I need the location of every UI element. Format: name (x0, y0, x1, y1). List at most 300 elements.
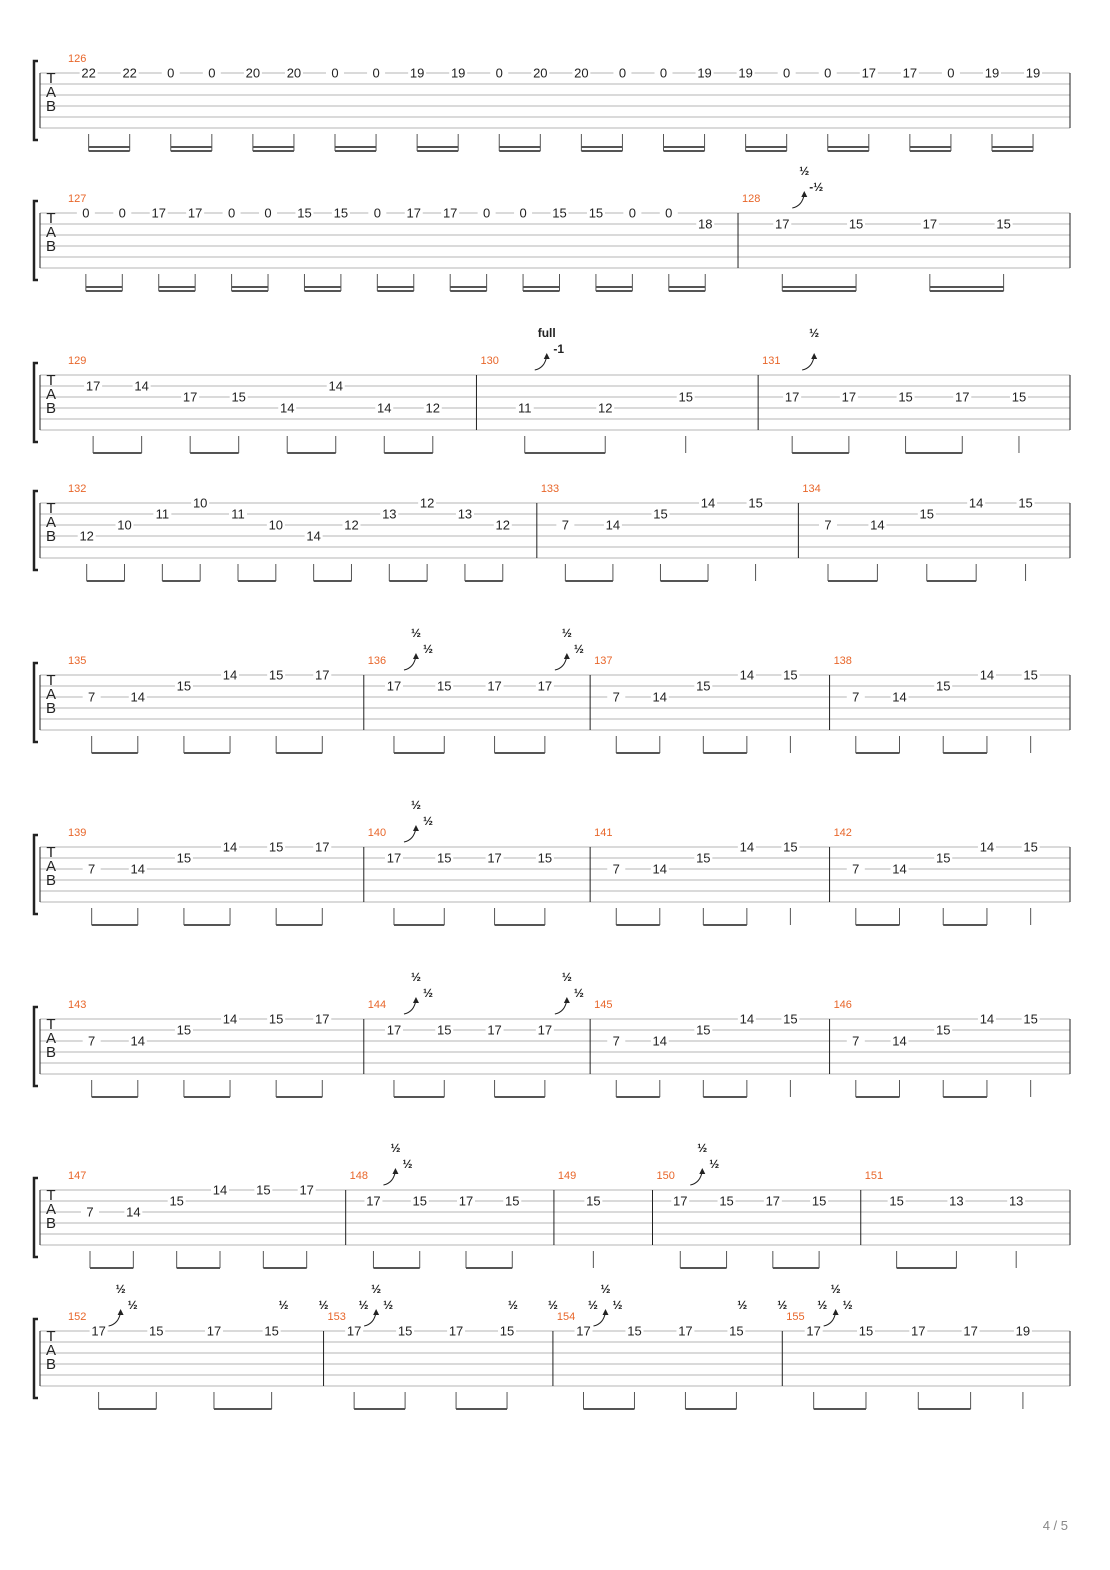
system-bracket (34, 663, 38, 742)
fret-number: 13 (457, 506, 473, 522)
tab-clef-letter: B (45, 1215, 57, 1232)
tab-system (34, 164, 1070, 291)
fret-number: 15 (437, 678, 452, 694)
fret-number: 19 (1015, 1323, 1031, 1339)
fret-number: 17 (537, 1022, 553, 1038)
system-bracket (34, 201, 38, 280)
tab-clef-letter: T (46, 672, 56, 689)
fret-number: 14 (979, 667, 995, 683)
fret-number: 19 (1025, 65, 1041, 81)
fret-number: 17 (911, 1323, 926, 1339)
tab-system (34, 53, 1070, 151)
fret-number: 17 (442, 205, 458, 221)
fret-number: 0 (167, 65, 175, 81)
tab-clef-letter: B (45, 1044, 57, 1061)
tab-clef-letter: T (46, 210, 56, 227)
bend-arrow (413, 825, 419, 831)
fret-number: 17 (487, 678, 502, 694)
fret-number: 17 (678, 1323, 693, 1339)
release-amount: ½ (842, 1298, 853, 1312)
tab-clef-letter: T (46, 1016, 56, 1033)
fret-number: 14 (328, 378, 343, 394)
fret-number: 15 (169, 1193, 184, 1209)
measure-number: 130 (480, 355, 499, 367)
fret-number: 15 (176, 1022, 192, 1038)
fret-number: 0 (264, 205, 272, 221)
measure (802, 483, 1034, 581)
fret-number: 15 (397, 1323, 413, 1339)
fret-number: 13 (1008, 1193, 1024, 1209)
fret-number: 17 (861, 65, 877, 81)
fret-number: 14 (739, 667, 755, 683)
fret-number: 0 (783, 65, 791, 81)
fret-number: 14 (134, 378, 149, 394)
bend-amount: full (537, 326, 556, 340)
measure-number: 137 (594, 655, 613, 667)
fret-number: 19 (450, 65, 466, 81)
fret-number: 10 (268, 517, 284, 533)
fret-number: 11 (155, 506, 170, 522)
bend-amount: ½ (799, 164, 810, 178)
fret-number: 19 (738, 65, 753, 81)
fret-number: 14 (739, 839, 755, 855)
fret-number: 14 (130, 861, 146, 877)
fret-number: 17 (386, 1022, 402, 1038)
fret-number: 7 (561, 517, 569, 533)
measure (865, 1170, 1025, 1268)
tab-system (34, 483, 1070, 581)
tab-clef-letter: A (45, 858, 57, 875)
fret-number: 15 (653, 506, 668, 522)
measure-number: 150 (656, 1170, 675, 1182)
fret-number: 15 (696, 850, 711, 866)
fret-number: 17 (537, 678, 553, 694)
fret-number: 15 (783, 667, 798, 683)
fret-number: 7 (612, 1033, 620, 1049)
release-amount: ½ (402, 1157, 413, 1171)
fret-number: 7 (852, 1033, 860, 1049)
measure (68, 1170, 346, 1268)
bend-arrow (811, 353, 817, 359)
fret-number: 17 (91, 1323, 106, 1339)
fret-number: 15 (412, 1193, 427, 1209)
fret-number: 15 (231, 389, 246, 405)
tab-clef-letter: B (45, 1356, 57, 1373)
measure (594, 827, 829, 925)
fret-number: 15 (499, 1323, 515, 1339)
fret-number: 0 (208, 65, 216, 81)
fret-number: 0 (483, 205, 491, 221)
tab-clef-letter: A (45, 224, 57, 241)
fret-number: 15 (1023, 1011, 1038, 1027)
bend-arrow (602, 1309, 608, 1315)
fret-number: 15 (176, 850, 192, 866)
measure (834, 827, 1040, 925)
vibrato-bend-mark: ½ (737, 1298, 748, 1312)
measure (742, 164, 1013, 291)
fret-number: 17 (366, 1193, 381, 1209)
fret-number: 15 (696, 678, 711, 694)
fret-number: 7 (88, 861, 96, 877)
fret-number: 0 (947, 65, 955, 81)
fret-number: 15 (256, 1182, 271, 1198)
fret-number: 14 (279, 400, 295, 416)
fret-number: 15 (1023, 667, 1038, 683)
measure (68, 53, 1042, 151)
fret-number: 7 (852, 689, 860, 705)
measure-number: 149 (557, 1170, 577, 1182)
measure-number: 127 (68, 193, 87, 205)
measure-number: 129 (68, 355, 87, 367)
fret-number: 15 (1018, 495, 1033, 511)
fret-number: 17 (902, 65, 918, 81)
measure (594, 655, 829, 753)
fret-number: 15 (935, 1022, 951, 1038)
fret-number: 15 (1011, 389, 1027, 405)
vibrato-bend-mark: ½ (318, 1298, 329, 1312)
bend-arrow (373, 1309, 379, 1315)
fret-number: 7 (86, 1204, 94, 1220)
system-bracket (34, 1178, 38, 1257)
fret-number: 0 (372, 65, 380, 81)
fret-number: 17 (765, 1193, 781, 1209)
fret-number: 15 (729, 1323, 744, 1339)
tab-system (34, 798, 1070, 925)
measure-number: 135 (68, 655, 87, 667)
measure (68, 655, 364, 753)
release-amount: ½ (573, 642, 584, 656)
tab-clef-letter: B (45, 700, 57, 717)
bend-amount: ½ (410, 970, 421, 984)
fret-number: 17 (151, 205, 166, 221)
fret-number: 15 (586, 1193, 601, 1209)
fret-number: 7 (612, 689, 620, 705)
measure (68, 999, 364, 1097)
fret-number: 0 (628, 205, 636, 221)
bend-arrow (413, 997, 419, 1003)
bend-arrow (413, 653, 419, 659)
fret-number: 14 (892, 689, 907, 705)
tab-clef-letter: T (46, 844, 56, 861)
fret-number: 17 (448, 1323, 464, 1339)
fret-number: 17 (85, 378, 101, 394)
measure-number: 148 (349, 1170, 369, 1182)
fret-number: 14 (739, 1011, 755, 1027)
fret-number: 15 (437, 1022, 452, 1038)
tab-clef-letter: T (46, 500, 56, 517)
fret-number: 15 (297, 205, 312, 221)
fret-number: 17 (346, 1323, 362, 1339)
fret-number: 0 (373, 205, 381, 221)
fret-number: 0 (659, 65, 668, 81)
fret-number: 17 (576, 1323, 591, 1339)
tab-clef-letter: A (45, 1342, 57, 1359)
fret-number: 13 (382, 506, 397, 522)
measure-number: 151 (864, 1170, 884, 1182)
fret-number: 0 (118, 205, 126, 221)
fret-number: 10 (117, 517, 132, 533)
measure-number: 133 (540, 483, 560, 495)
system-bracket (34, 491, 38, 570)
fret-number: 12 (495, 517, 511, 533)
release-amount: ½ (573, 986, 584, 1000)
fret-number: 15 (889, 1193, 904, 1209)
fret-number: 17 (406, 205, 421, 221)
vibrato-bend-mark: ½ (777, 1298, 788, 1312)
vibrato-bend-mark: ½ (547, 1298, 558, 1312)
measure (762, 326, 1028, 453)
measure-number: 131 (762, 355, 781, 367)
fret-number: 15 (176, 678, 192, 694)
fret-number: 17 (386, 850, 402, 866)
tab-system (34, 970, 1070, 1097)
fret-number: 15 (935, 850, 951, 866)
fret-number: 13 (949, 1193, 964, 1209)
fret-number: 19 (984, 65, 1000, 81)
fret-number: 17 (315, 667, 330, 683)
fret-number: 0 (824, 65, 832, 81)
fret-number: 20 (245, 65, 261, 81)
fret-number: 7 (612, 861, 620, 877)
fret-number: 17 (386, 678, 402, 694)
fret-number: 17 (784, 389, 800, 405)
fret-number: 15 (858, 1323, 874, 1339)
fret-number: 12 (344, 517, 359, 533)
fret-number: 14 (968, 495, 984, 511)
measure (541, 483, 799, 581)
tab-system (34, 1282, 1070, 1409)
fret-number: 14 (979, 1011, 995, 1027)
measure-number: 132 (68, 483, 87, 495)
measure (594, 999, 829, 1097)
tab-clef-letter: A (45, 1030, 57, 1047)
fret-number: 7 (824, 517, 832, 533)
tab-clef-letter: A (45, 514, 57, 531)
measure-number: 134 (802, 483, 821, 495)
fret-number: 17 (299, 1182, 314, 1198)
fret-number: 15 (627, 1323, 642, 1339)
fret-number: 15 (783, 839, 798, 855)
measure-number: 146 (833, 999, 852, 1011)
fret-number: 14 (652, 861, 668, 877)
measure-number: 138 (833, 655, 852, 667)
measure-number: 143 (68, 999, 87, 1011)
release-amount: ½ (709, 1157, 720, 1171)
fret-number: 14 (222, 839, 238, 855)
fret-number: 15 (268, 1011, 284, 1027)
fret-number: 0 (82, 205, 90, 221)
bend-amount: ½ (830, 1282, 841, 1296)
fret-number: 15 (783, 1011, 798, 1027)
fret-number: 14 (892, 1033, 907, 1049)
measure (657, 1141, 861, 1268)
measure (68, 483, 537, 581)
fret-number: 14 (222, 1011, 238, 1027)
tab-clef-letter: B (45, 98, 57, 115)
measure-number: 152 (68, 1311, 87, 1323)
measure (350, 1141, 554, 1268)
bend-amount: ½ (697, 1141, 708, 1155)
release-amount: ½ (127, 1298, 138, 1312)
fret-number: 22 (81, 65, 96, 81)
release-amount: ½ (612, 1298, 623, 1312)
fret-number: 15 (552, 205, 567, 221)
fret-number: 19 (409, 65, 425, 81)
fret-number: 0 (331, 65, 339, 81)
fret-number: 17 (487, 1022, 502, 1038)
fret-number: 17 (315, 1011, 330, 1027)
fret-number: 14 (222, 667, 238, 683)
fret-number: 12 (79, 528, 94, 544)
fret-number: 12 (597, 400, 613, 416)
fret-number: 12 (419, 495, 435, 511)
fret-number: 14 (652, 689, 668, 705)
bend-amount: ½ (561, 626, 572, 640)
measure (368, 626, 590, 753)
measure-number: 140 (367, 827, 387, 839)
fret-number: 15 (848, 216, 864, 232)
fret-number: 17 (487, 850, 502, 866)
fret-number: 0 (227, 205, 236, 221)
bend-amount: ½ (600, 1282, 611, 1296)
bend-arrow (801, 191, 807, 197)
bend-arrow (118, 1309, 124, 1315)
measure (68, 827, 364, 925)
system-bracket (34, 61, 38, 140)
fret-number: 7 (852, 861, 860, 877)
vibrato-bend-mark: ½ (278, 1298, 289, 1312)
fret-number: 15 (268, 839, 284, 855)
fret-number: 15 (264, 1323, 279, 1339)
measure (68, 355, 476, 453)
fret-number: 20 (533, 65, 548, 81)
measure-number: 153 (327, 1311, 346, 1323)
vibrato-bend-mark: ½ (587, 1298, 598, 1312)
fret-number: 14 (892, 861, 907, 877)
bend-amount: ½ (371, 1282, 382, 1296)
tab-clef-letter: T (46, 1328, 56, 1345)
system-bracket (34, 1007, 38, 1086)
tab-system (34, 626, 1070, 753)
fret-number: 17 (673, 1193, 688, 1209)
measure-number: 154 (556, 1311, 576, 1323)
bend-arrow (699, 1168, 705, 1174)
fret-number: 11 (231, 506, 245, 522)
measure-number: 144 (367, 999, 387, 1011)
fret-number: 17 (206, 1323, 222, 1339)
measure-number: 142 (833, 827, 852, 839)
measure (737, 1282, 1032, 1409)
measure (368, 970, 590, 1097)
fret-number: 14 (306, 528, 321, 544)
fret-number: 10 (192, 495, 208, 511)
bend-amount: ½ (561, 970, 572, 984)
measure-number: 126 (68, 53, 87, 65)
tab-clef-letter: B (45, 528, 57, 545)
vibrato-bend-mark: ½ (817, 1298, 828, 1312)
system-bracket (34, 363, 38, 442)
fret-number: 7 (88, 1033, 96, 1049)
fret-number: 14 (870, 517, 885, 533)
bend-arrow (392, 1168, 398, 1174)
tab-clef-letter: A (45, 686, 57, 703)
fret-number: 17 (187, 205, 203, 221)
fret-number: 17 (955, 389, 970, 405)
measure (480, 326, 758, 453)
fret-number: 15 (149, 1323, 164, 1339)
fret-number: 14 (700, 495, 716, 511)
fret-number: 15 (696, 1022, 711, 1038)
fret-number: 0 (665, 205, 673, 221)
fret-number: 18 (697, 216, 713, 232)
fret-number: 14 (979, 839, 995, 855)
fret-number: 12 (425, 400, 441, 416)
fret-number: 15 (588, 205, 604, 221)
bend-amount: ½ (390, 1141, 401, 1155)
fret-number: 15 (437, 850, 452, 866)
measure-number: 145 (594, 999, 613, 1011)
bend-amount: ½ (410, 798, 421, 812)
tab-clef-letter: A (45, 1201, 57, 1218)
tab-clef-letter: T (46, 1187, 56, 1204)
fret-number: 17 (922, 216, 938, 232)
fret-number: 14 (126, 1204, 141, 1220)
fret-number: 15 (719, 1193, 734, 1209)
fret-number: 15 (333, 205, 349, 221)
release-amount: ½ (383, 1298, 394, 1312)
measure (834, 655, 1040, 753)
measure-number: 141 (594, 827, 613, 839)
fret-number: 14 (130, 1033, 146, 1049)
fret-number: 14 (377, 400, 392, 416)
fret-number: 15 (811, 1193, 827, 1209)
measure (558, 1170, 653, 1268)
fret-number: 17 (315, 839, 330, 855)
fret-number: 15 (505, 1193, 520, 1209)
bend-arrow (544, 353, 550, 359)
fret-number: 17 (806, 1323, 821, 1339)
fret-number: 14 (212, 1182, 228, 1198)
measure (368, 798, 590, 925)
fret-number: 15 (898, 389, 913, 405)
bend-amount: ½ (809, 326, 820, 340)
fret-number: 15 (919, 506, 935, 522)
tab-system (34, 326, 1070, 453)
fret-number: 17 (458, 1193, 474, 1209)
tab-clef-letter: A (45, 84, 57, 101)
fret-number: 22 (122, 65, 137, 81)
fret-number: 17 (841, 389, 857, 405)
system-bracket (34, 1319, 38, 1398)
page-number: 4 / 5 (1042, 1518, 1068, 1533)
tab-clef-letter: T (46, 70, 56, 87)
fret-number: 15 (748, 495, 763, 511)
fret-number: 19 (697, 65, 712, 81)
bend-arrow (564, 997, 570, 1003)
measure-number: 128 (742, 193, 761, 205)
fret-number: 17 (963, 1323, 978, 1339)
bend-arrow (564, 653, 570, 659)
measure-number: 147 (68, 1170, 87, 1182)
measure-number: 136 (367, 655, 387, 667)
release-amount: ½ (422, 814, 433, 828)
fret-number: 17 (775, 216, 790, 232)
tab-clef-letter: B (45, 872, 57, 889)
fret-number: 15 (537, 850, 553, 866)
measure-number: 155 (786, 1311, 805, 1323)
tab-system (34, 1141, 1070, 1268)
fret-number: 14 (652, 1033, 668, 1049)
